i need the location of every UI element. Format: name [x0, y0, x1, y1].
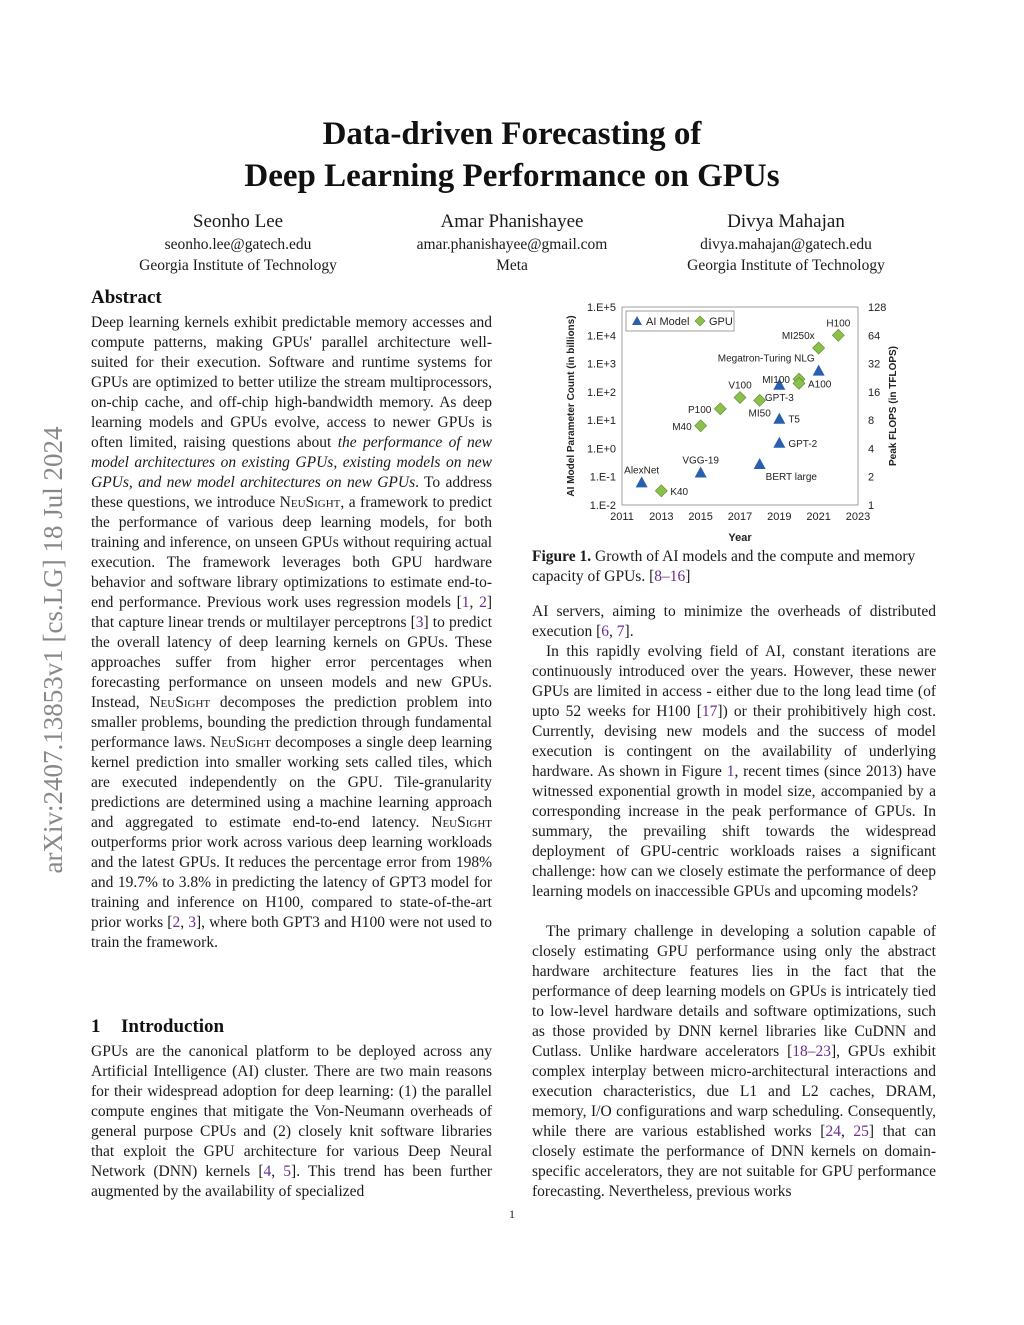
- gpu-point: [754, 394, 766, 406]
- data-marks: [624, 318, 851, 498]
- model-point: [773, 413, 785, 424]
- y2-tick-label: 2: [868, 471, 875, 484]
- x-tick-label: 2019: [767, 511, 792, 523]
- x-tick-label: 2015: [688, 511, 713, 523]
- x-tick-label: 2011: [610, 511, 634, 523]
- gpu-point: [813, 342, 825, 354]
- gpu-point: [734, 392, 746, 404]
- author-email[interactable]: seonho.lee@gatech.edu: [164, 236, 312, 253]
- legend-label-model: AI Model: [646, 316, 690, 328]
- point-label: AlexNet: [624, 465, 660, 477]
- point-label: T5: [788, 414, 801, 426]
- x-tick-label: 2021: [806, 511, 831, 523]
- abstract-text: Deep learning kernels exhibit predictable memory accesses and compute patterns, making GPUs' parallel architecture well-suited for their execution. Software and runtime systems for GPUs are optimized to better utilize the stream multiprocessors, on-chip cache, and off-chip high-bandwidth memory. As deep learning models and GPUs evolve, access to newer GPUs is often limited, raising questions about the performance of new model architectures on existing GPUs, existing models on new GPUs, and new model architectures on new GPUs. To address these questions, we introduce NeuSight, a framework to predict the performance of various deep learning models, for both training and inference, on unseen GPUs without requiring actual execution. The framework leverages both GPU hardware behavior and software library optimizations to estimate end-to-end performance. Previous work uses regression models [1, 2] that capture linear trends or multilayer perceptrons [3] to predict the overall latency of deep learning kernels on GPUs. These approaches suffer from higher error percentages when forecasting performance on unseen models and new GPUs. Instead, NeuSight decomposes the prediction problem into smaller problems, bounding the prediction through fundamental performance laws. NeuSight decomposes a single deep learning kernel prediction into smaller working sets called tiles, which are executed independently on the GPU. Tile-granularity predictions are determined using a machine learning approach and aggregated to estimate end-to-end latency. NeuSight outperforms prior work across various deep learning workloads and the latest GPUs. It reduces the percentage error from 198% and 19.7% to 3.8% in predicting the latency of GPT3 model for training and inference on H100, compared to state-of-the-art prior works [2, 3], where both GPT3 and H100 were not used to train the framework.: [91, 314, 493, 951]
- author-block-2: [352, 210, 672, 276]
- point-label: P100: [687, 404, 712, 416]
- x-tick-label: 2017: [727, 511, 753, 523]
- y-tick-label: 1.E+5: [586, 302, 616, 314]
- citation-link[interactable]: 7: [616, 623, 625, 640]
- paper-title: [0, 113, 1024, 197]
- point-label: MI250x: [781, 331, 815, 343]
- citation-link[interactable]: 6: [601, 623, 610, 640]
- citation-link[interactable]: 25: [853, 1123, 869, 1140]
- citation-link[interactable]: 5: [283, 1163, 292, 1180]
- model-point: [813, 365, 825, 376]
- y2-tick-label: 8: [868, 415, 875, 428]
- x-axis-ticks: [610, 511, 870, 523]
- point-label: Megatron-Turing NLG: [717, 353, 815, 365]
- point-label: A100: [808, 379, 832, 391]
- gpu-point: [832, 329, 844, 341]
- citation-link[interactable]: 2: [479, 594, 487, 611]
- legend-label-gpu: GPU: [709, 316, 733, 328]
- y-tick-label: 1.E-1: [589, 471, 616, 484]
- citation-link[interactable]: 8–16: [654, 568, 686, 585]
- abstract-heading: Abstract: [91, 287, 162, 308]
- gpu-point: [714, 403, 726, 415]
- y2-tick-label: 16: [868, 386, 881, 399]
- figure-reference[interactable]: 1: [726, 763, 735, 780]
- author-email[interactable]: divya.mahajan@gatech.edu: [700, 236, 872, 253]
- point-label: V100: [728, 380, 752, 392]
- right-paragraph-3: The primary challenge in developing a solution capable of closely estimating GPU performance using only the abstract hardware architecture features lies in the fact that the performance of deep learning models on GPUs is intricately tied to low-level hardware details and software optimizations, such as those provided by DNN kernel libraries like CuDNN and Cutlass. Unlike hardware accelerators [18–23], GPUs exhibit complex interplay between micro-architectural interactions and execution characteristics, due L1 and L2 caches, DRAM, memory, I/O configurations and warp scheduling. Consequently, while there are various established works [24, 25] that can closely estimate the performance of DNN kernels on domain-specific accelerators, they are not suitable for GPU performance forecasting. Nevertheless, previous works: [532, 923, 937, 1200]
- y-tick-label: 1.E+1: [586, 415, 616, 428]
- author-name: Divya Mahajan: [727, 211, 845, 232]
- intro-paragraph: GPUs are the canonical platform to be deployed across any Artificial Intelligence (AI) cluster. There are two main reasons for their widespread adoption for deep learning: (1) the parallel compute engines that mitigate the Von-Neumann overheads of general purpose CPUs and (2) closely knit software libraries that exploit the GPU architecture for various Deep Neural Network (DNN) kernels [4, 5]. This trend has been further augmented by the availability of specialized: [91, 1043, 493, 1200]
- model-point: [754, 458, 766, 469]
- point-label: MI100: [762, 375, 790, 387]
- neusight-name: NeuSight: [279, 494, 341, 511]
- y-tick-label: 1.E+3: [586, 358, 616, 371]
- point-label: H100: [826, 318, 851, 330]
- citation-link[interactable]: 3: [188, 914, 196, 931]
- model-point: [636, 476, 648, 487]
- x-tick-label: 2023: [845, 511, 871, 523]
- y2-tick-label: 128: [868, 302, 887, 314]
- model-point: [773, 437, 785, 448]
- author-affiliation: Meta: [496, 257, 528, 274]
- right-paragraph-2: In this rapidly evolving field of AI, constant iterations are continuously introduced over the years. However, these newer GPUs are limited in access - either due to the long lead time (of upto 52 weeks for H100 [17]) or their prohibitively high cost. Currently, devising new models and the success of model execution is contingent on the availability of underlying hardware. As shown in Figure 1, recent times (since 2013) have witnessed exponential growth in model size, accompanied by a corresponding increase in the peak performance of GPUs. In summary, the prevailing shift towards the widespread deployment of GPU-centric workloads raises a significant challenge: how can we closely estimate the performance of deep learning models on inaccessible GPUs and upcoming models?: [532, 643, 936, 900]
- gpu-point: [655, 485, 667, 497]
- page-number: 1: [509, 1207, 515, 1221]
- y2-axis-label: Peak FLOPS (in TFLOPS): [888, 345, 899, 467]
- y-tick-label: 1.E+0: [586, 443, 616, 456]
- y2-tick-label: 64: [868, 330, 881, 343]
- y-axis-label: AI Model Parameter Count (in billions): [566, 315, 577, 497]
- author-block-3: [626, 210, 946, 276]
- author-affiliation: Georgia Institute of Technology: [687, 257, 885, 274]
- citation-link[interactable]: 3: [415, 614, 424, 631]
- right-paragraph-1: AI servers, aiming to minimize the overheads of distributed execution [6, 7].: [532, 603, 936, 640]
- figure-caption: Figure 1. Growth of AI models and the compute and memory capacity of GPUs. [8–16]: [532, 548, 916, 585]
- y-tick-label: 1.E+4: [586, 330, 616, 343]
- y2-tick-label: 32: [868, 358, 881, 371]
- gpu-point: [695, 420, 707, 432]
- chart-legend: [626, 311, 734, 331]
- point-label: MI50: [748, 408, 771, 420]
- citation-link[interactable]: 18–23: [792, 1043, 831, 1060]
- author-affiliation: Georgia Institute of Technology: [139, 257, 337, 274]
- point-label: BERT large: [765, 471, 817, 483]
- y2-axis-ticks: [868, 302, 886, 512]
- citation-link[interactable]: 2: [172, 914, 181, 931]
- citation-link[interactable]: 24: [825, 1123, 841, 1140]
- x-axis-label: Year: [728, 532, 752, 544]
- title-line-1: Data-driven Forecasting of: [322, 116, 702, 152]
- model-point: [695, 466, 707, 477]
- y-tick-label: 1.E-2: [589, 500, 616, 512]
- citation-link[interactable]: 1: [461, 594, 470, 611]
- author-name: Seonho Lee: [192, 211, 284, 232]
- point-label: M40: [672, 421, 692, 433]
- citation-link[interactable]: 4: [263, 1163, 272, 1180]
- point-label: VGG-19: [682, 455, 720, 467]
- figure-1-chart: [560, 295, 900, 545]
- y-tick-label: 1.E+2: [586, 386, 616, 399]
- author-name: Amar Phanishayee: [440, 211, 584, 232]
- citation-link[interactable]: 17: [701, 703, 718, 720]
- author-email[interactable]: amar.phanishayee@gmail.com: [416, 236, 608, 253]
- point-label: GPT-3: [764, 392, 794, 404]
- y2-tick-label: 4: [868, 443, 875, 456]
- y-axis-ticks: [587, 302, 616, 512]
- x-tick-label: 2013: [649, 511, 674, 523]
- section-heading-introduction: 1 Introduction: [91, 1016, 225, 1037]
- point-label: GPT-2: [788, 438, 818, 450]
- point-label: K40: [670, 486, 689, 498]
- author-block-1: [78, 210, 398, 276]
- y2-tick-label: 1: [868, 500, 875, 512]
- arxiv-identifier: arXiv:2407.13853v1 [cs.LG] 18 Jul 2024: [38, 426, 68, 874]
- title-line-2: Deep Learning Performance on GPUs: [244, 158, 780, 194]
